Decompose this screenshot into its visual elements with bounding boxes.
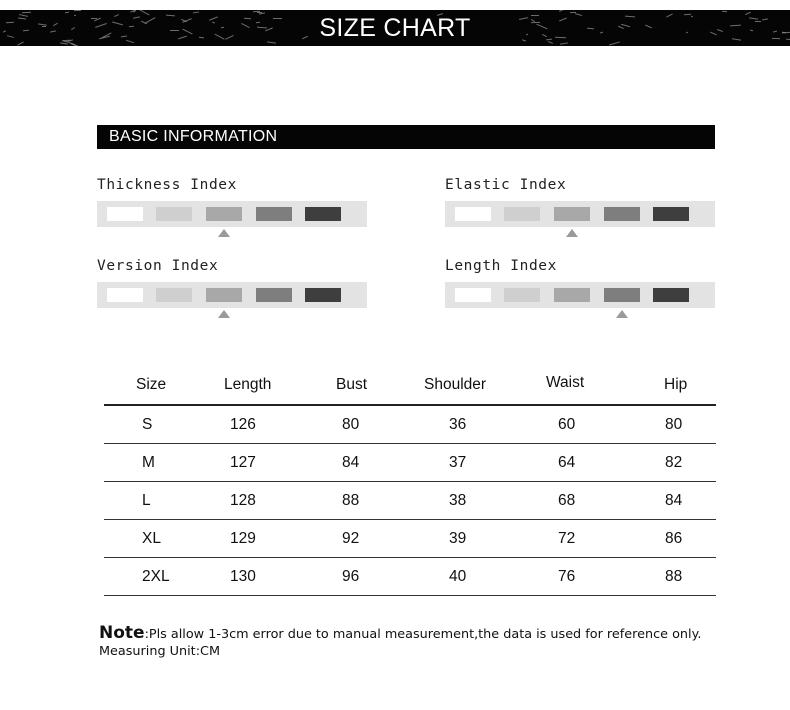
index-label: Version Index [97,258,219,274]
table-cell: 88 [342,491,360,509]
index-scale [97,282,367,308]
table-cell: 80 [342,415,360,433]
table-cell: XL [142,529,161,547]
index-swatch-level-1 [455,288,491,302]
index-swatch-level-3 [206,288,242,302]
index-scale [97,201,367,227]
table-row [104,482,716,520]
table-cell: 2XL [142,567,170,585]
banner-title: SIZE CHART [319,14,471,42]
table-cell: 37 [449,453,467,471]
index-block-length [445,257,715,308]
table-cell: 92 [342,529,360,547]
index-label: Thickness Index [97,177,237,193]
table-row [104,520,716,558]
note-line [99,623,701,643]
table-cell: 88 [665,567,683,585]
table-cell: 40 [449,567,467,585]
table-cell: 84 [342,453,360,471]
index-swatch-level-2 [504,288,540,302]
table-cell: 96 [342,567,360,585]
table-cell: 64 [558,453,576,471]
table-row [104,444,716,482]
index-pointer-triangle-icon [218,310,230,318]
index-label: Length Index [445,258,557,274]
table-cell: 82 [665,453,683,471]
basic-information-bar [97,125,715,149]
index-block-version [97,257,367,308]
table-cell: 76 [558,567,576,585]
note-section [99,623,701,659]
table-cell: 86 [665,529,683,547]
index-swatch-level-4 [256,207,292,221]
header-waist: Waist [546,374,585,391]
table-header-row [104,362,716,406]
table-cell: S [142,415,153,433]
index-swatch-level-3 [554,207,590,221]
index-swatch-level-2 [156,207,192,221]
table-cell: 72 [558,529,576,547]
index-swatch-level-5 [305,288,341,302]
index-swatch-level-5 [653,207,689,221]
header-shoulder: Shoulder [424,376,487,393]
index-swatch-level-4 [604,288,640,302]
index-swatch-level-3 [206,207,242,221]
index-scale [445,282,715,308]
index-block-elastic [445,176,715,227]
table-cell: 38 [449,491,467,509]
note-label: Note [99,623,145,643]
table-cell: 39 [449,529,467,547]
index-swatch-level-1 [455,207,491,221]
table-cell: 84 [665,491,683,509]
table-cell: 68 [558,491,576,509]
index-block-thickness [97,176,367,227]
header-hip: Hip [664,376,688,393]
table-cell: 128 [230,491,256,509]
index-pointer-triangle-icon [218,229,230,237]
table-cell: M [142,453,155,471]
index-swatch-level-2 [156,288,192,302]
index-swatch-level-5 [305,207,341,221]
index-swatch-level-4 [604,207,640,221]
note-text: :Pls allow 1-3cm error due to manual measurement,the data is used for reference only. [144,627,702,642]
index-swatch-level-4 [256,288,292,302]
measuring-unit: Measuring Unit:CM [99,644,220,659]
table-row [104,406,716,444]
table-cell: 80 [665,415,683,433]
table-cell: 36 [449,415,467,433]
index-scale [445,201,715,227]
index-swatch-level-1 [107,288,143,302]
size-table [104,362,716,596]
index-swatch-level-5 [653,288,689,302]
table-cell: 129 [230,529,256,547]
index-label: Elastic Index [445,177,567,193]
header-length: Length [224,376,272,393]
table-cell: L [142,491,151,509]
index-swatch-level-3 [554,288,590,302]
index-swatch-level-2 [504,207,540,221]
size-chart-banner [0,10,790,46]
table-cell: 127 [230,453,256,471]
header-size: Size [136,376,167,393]
index-pointer-triangle-icon [616,310,628,318]
header-bust: Bust [336,376,368,393]
table-cell: 60 [558,415,576,433]
basic-information-title: BASIC INFORMATION [109,128,278,145]
table-body [104,406,716,596]
table-cell: 130 [230,567,256,585]
index-pointer-triangle-icon [566,229,578,237]
table-cell: 126 [230,415,256,433]
table-row [104,558,716,596]
index-swatch-level-1 [107,207,143,221]
